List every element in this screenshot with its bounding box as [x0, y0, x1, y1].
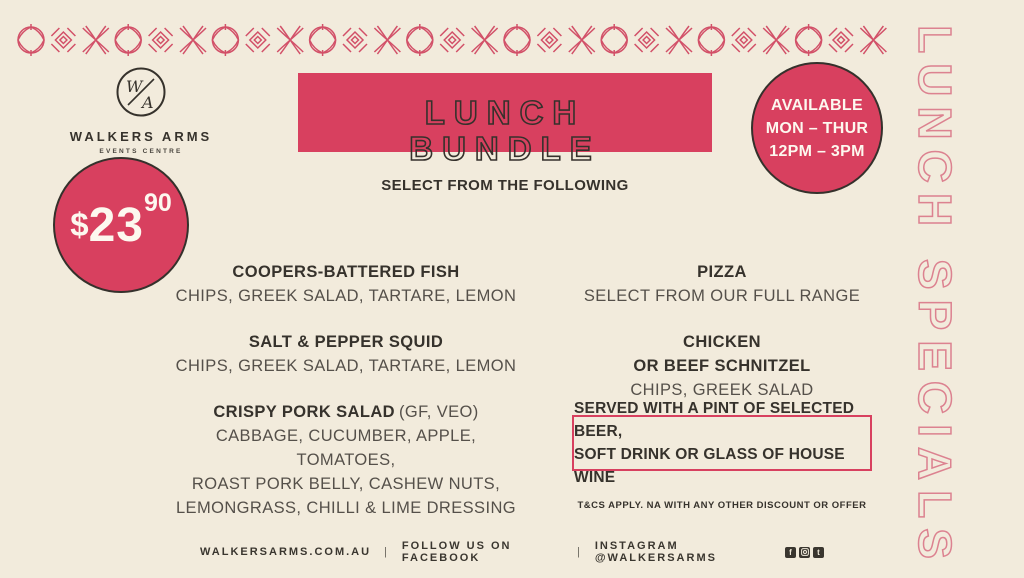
- footer-divider: |: [576, 546, 582, 558]
- facebook-link[interactable]: FOLLOW US ON FACEBOOK: [401, 540, 512, 564]
- svg-text:A: A: [142, 93, 154, 112]
- menu-column-left: [170, 260, 522, 542]
- border-pattern-decoration: [15, 23, 893, 57]
- title-line-1: LUNCH: [424, 94, 586, 131]
- price-currency: $: [70, 206, 89, 243]
- tumblr-icon[interactable]: t: [813, 547, 824, 558]
- dietary-note: (GF, VEO): [398, 403, 479, 421]
- instagram-icon[interactable]: [799, 547, 810, 558]
- website-link[interactable]: WALKERSARMS.COM.AU: [200, 546, 372, 558]
- instagram-handle[interactable]: INSTAGRAM @WALKERSARMS: [594, 540, 717, 564]
- item-description: CABBAGE, CUCUMBER, APPLE, TOMATOES,: [215, 427, 477, 469]
- logo-tagline: EVENTS CENTRE: [99, 148, 183, 155]
- item-title-line-2: OR BEEF SCHNITZEL: [633, 357, 811, 375]
- facebook-icon[interactable]: f: [785, 547, 796, 558]
- item-title: SALT & PEPPER SQUID: [248, 333, 444, 351]
- menu-item-squid: [170, 330, 522, 378]
- item-description: LEMONGRASS, CHILLI & LIME DRESSING: [175, 499, 516, 517]
- walkers-arms-logo: [60, 66, 222, 155]
- menu-item-schnitzel: [570, 330, 874, 402]
- item-description: CHIPS, GREEK SALAD, TARTARE, LEMON: [175, 357, 517, 375]
- svg-text:W: W: [126, 77, 143, 96]
- price-whole: 23: [88, 198, 144, 252]
- availability-badge: [751, 62, 883, 194]
- title-line-2: BUNDLE: [409, 130, 601, 167]
- included-drinks-box: [572, 400, 872, 486]
- price-cents: 90: [143, 189, 172, 217]
- footer-divider: |: [384, 546, 389, 558]
- terms-text: T&CS APPLY. NA WITH ANY OTHER DISCOUNT OR OFFER: [577, 500, 867, 511]
- logo-name: WALKERS ARMS: [69, 129, 213, 144]
- item-title: CHICKEN: [683, 333, 761, 351]
- item-description: CHIPS, GREEK SALAD: [630, 381, 814, 399]
- item-title: CRISPY PORK SALAD (GF, VEO): [213, 403, 479, 421]
- social-icons: [785, 547, 824, 558]
- availability-line-2: MON – THUR: [765, 119, 869, 137]
- logo-monogram-icon: [115, 66, 167, 118]
- availability-line-3: 12PM – 3PM: [769, 142, 865, 160]
- availability-line-1: AVAILABLE: [771, 96, 863, 114]
- footer: [200, 540, 824, 564]
- item-title: COOPERS-BATTERED FISH: [232, 263, 460, 281]
- page-title: [298, 95, 712, 167]
- side-banner-lunch-specials: LUNCH SPECIALS: [909, 25, 961, 569]
- menu-item-fish: [170, 260, 522, 308]
- menu-item-pork-salad: [170, 400, 522, 520]
- included-line-1: SERVED WITH A PINT OF SELECTED BEER,: [574, 400, 855, 440]
- item-description: ROAST PORK BELLY, CASHEW NUTS,: [191, 475, 501, 493]
- item-description: CHIPS, GREEK SALAD, TARTARE, LEMON: [175, 287, 517, 305]
- price-badge: [53, 157, 189, 293]
- item-title: PIZZA: [697, 263, 747, 281]
- menu-item-pizza: [570, 260, 874, 308]
- item-description: SELECT FROM OUR FULL RANGE: [583, 287, 861, 305]
- included-line-2: SOFT DRINK OR GLASS OF HOUSE WINE: [574, 446, 845, 486]
- subtitle: SELECT FROM THE FOLLOWING: [381, 177, 629, 194]
